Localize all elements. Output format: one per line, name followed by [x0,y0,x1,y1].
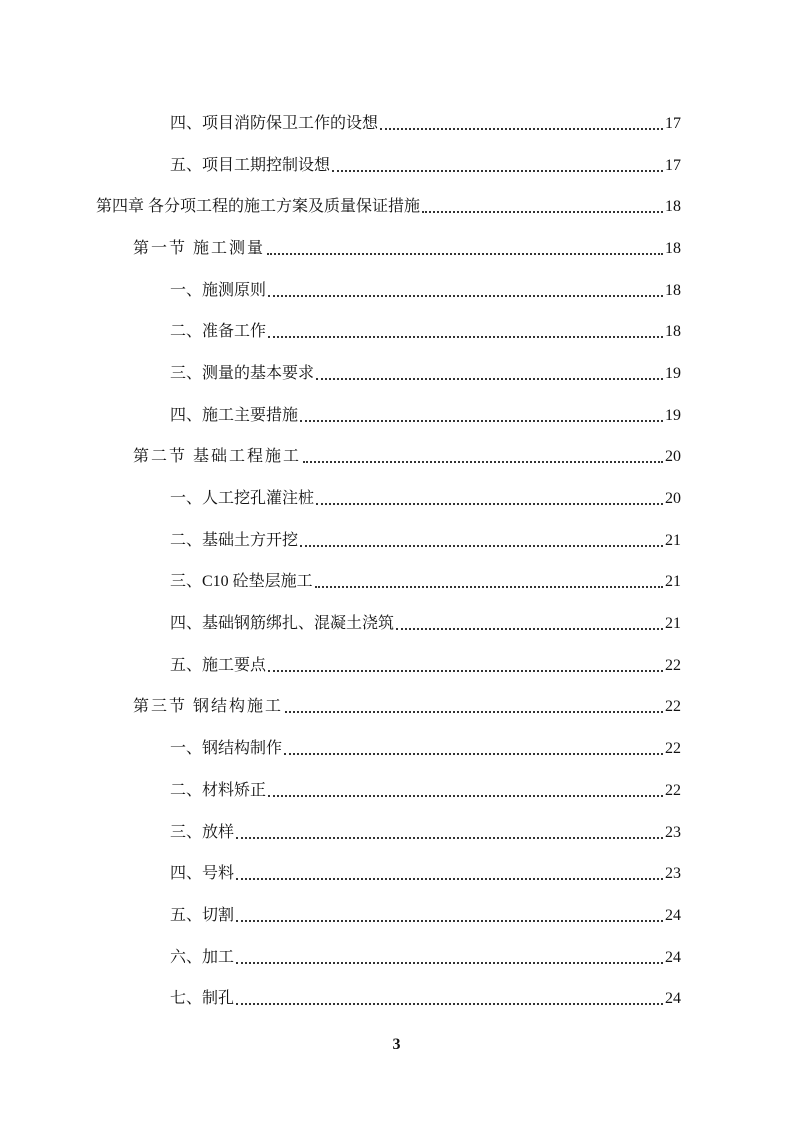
toc-entry-page: 21 [665,531,681,549]
toc-entry-title: 六、加工 [170,948,235,966]
toc-entry[interactable] [0,562,793,604]
toc-entry[interactable] [0,103,793,145]
toc-entry-title: 五、施工要点 [170,656,267,674]
dot-leader [285,697,663,717]
dot-leader [284,739,663,759]
toc-entry-page: 21 [665,615,681,633]
dot-leader [316,364,663,384]
toc-entry-page: 18 [665,323,681,341]
toc-entry-title: 二、基础土方开挖 [170,531,299,549]
toc-entry[interactable] [0,270,793,312]
toc-section-entry[interactable] [0,437,793,479]
dot-leader [268,322,663,342]
dot-leader [268,281,663,301]
dot-leader [300,531,663,551]
dot-leader [316,489,663,509]
toc-entry-page: 18 [665,281,681,299]
toc-entry-page: 22 [665,781,681,799]
dot-leader [236,906,663,926]
toc-entry[interactable] [0,937,793,979]
toc-entry-page: 22 [665,740,681,758]
dot-leader [236,823,663,843]
dot-leader [268,656,663,676]
dot-leader [236,989,663,1009]
toc-entry-page: 20 [665,448,681,466]
toc-entry-title: 第四章 各分项工程的施工方案及质量保证措施 [96,198,421,216]
toc-entry-title: 第三节 钢结构施工 [133,698,284,716]
toc-entry[interactable] [0,603,793,645]
toc-entry[interactable] [0,728,793,770]
table-of-contents [0,103,793,1020]
toc-entry-page: 17 [665,156,681,174]
toc-entry-title: 七、制孔 [170,990,235,1008]
toc-entry-page: 24 [665,990,681,1008]
toc-entry-title: 第二节 基础工程施工 [133,448,302,466]
toc-entry[interactable] [0,895,793,937]
dot-leader [380,114,663,134]
dot-leader [268,781,663,801]
dot-leader [315,572,663,592]
toc-entry-title: 四、施工主要措施 [170,406,299,424]
toc-entry-title: 四、项目消防保卫工作的设想 [170,114,379,132]
page-number: 3 [392,1036,401,1053]
toc-entry-page: 18 [665,239,681,257]
toc-section-entry[interactable] [0,687,793,729]
dot-leader [236,864,663,884]
dot-leader [303,447,663,467]
toc-entry-page: 21 [665,573,681,591]
toc-entry[interactable] [0,145,793,187]
toc-entry-page: 22 [665,656,681,674]
toc-entry[interactable] [0,812,793,854]
toc-entry-title: 五、项目工期控制设想 [170,156,331,174]
toc-entry-page: 19 [665,364,681,382]
toc-entry-title: 三、测量的基本要求 [170,364,315,382]
toc-entry-title: 三、放样 [170,823,235,841]
toc-entry-title: 四、基础钢筋绑扎、混凝土浇筑 [170,615,395,633]
toc-entry-page: 19 [665,406,681,424]
toc-entry-page: 23 [665,865,681,883]
toc-entry-page: 24 [665,906,681,924]
toc-entry-page: 22 [665,698,681,716]
toc-entry-page: 17 [665,114,681,132]
toc-entry-title: 二、准备工作 [170,323,267,341]
toc-entry-title: 一、钢结构制作 [170,740,283,758]
dot-leader [396,614,663,634]
dot-leader [332,156,663,176]
toc-entry-title: 一、施测原则 [170,281,267,299]
toc-entry[interactable] [0,353,793,395]
toc-entry-page: 23 [665,823,681,841]
toc-entry[interactable] [0,520,793,562]
toc-entry-title: 五、切割 [170,906,235,924]
toc-entry-page: 20 [665,490,681,508]
dot-leader [236,948,663,968]
toc-section-entry[interactable] [0,228,793,270]
dot-leader [267,239,663,259]
toc-entry-title: 二、材料矫正 [170,781,267,799]
toc-entry[interactable] [0,770,793,812]
toc-entry[interactable] [0,478,793,520]
dot-leader [422,197,663,217]
toc-entry-page: 24 [665,948,681,966]
toc-entry-title: 三、C10 砼垫层施工 [170,573,313,591]
toc-entry-page: 18 [665,198,681,216]
toc-entry-title: 第一节 施工测量 [133,239,266,257]
toc-entry-title: 一、人工挖孔灌注桩 [170,490,315,508]
dot-leader [300,406,663,426]
toc-entry[interactable] [0,311,793,353]
toc-entry-title: 四、号料 [170,865,235,883]
toc-chapter-entry[interactable] [0,186,793,228]
toc-entry[interactable] [0,978,793,1020]
toc-entry[interactable] [0,395,793,437]
toc-entry[interactable] [0,645,793,687]
toc-entry[interactable] [0,853,793,895]
